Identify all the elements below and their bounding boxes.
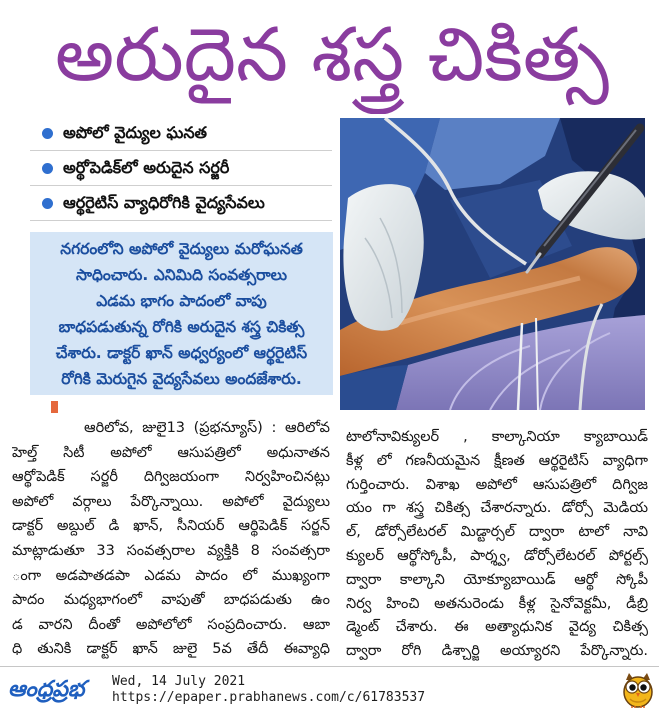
footer-divider — [0, 666, 659, 667]
owl-pupil-left — [629, 684, 635, 690]
highlight-text: ఆర్థరైటిస్ వ్యాధిరోగికి వైద్యసేవలు — [63, 193, 265, 212]
article-column-right — [346, 426, 648, 664]
article-line: అపోలో వర్గాలు పేర్కొన్నాయి. అపోలో వైద్యులు — [12, 493, 330, 510]
summary-line: నగరంలోని అపోలో వైద్యులు మరోఘనత — [60, 240, 303, 258]
highlight-item — [30, 186, 332, 221]
article-line: డ వారని దీంతో అపోలోలో సంప్రదించారు. ఆబా — [12, 616, 330, 633]
summary-line: చేశారు. డాక్టర్ ఖాన్ అధ్వర్యంలో ఆర్థరైటిస్ — [55, 344, 308, 362]
highlight-text: అర్థోపెడిక్‌లో అరుదైన సర్జరీ — [63, 158, 230, 177]
article-line: ఆర్థోపెడిక్ సర్జరీ దిగ్విజయంగా నిర్వహించినట్లు — [12, 469, 330, 486]
article-line: టాలోనావిక్యులర్ , కాల్కానియా క్యాబాయిడ్ — [346, 429, 648, 445]
article-line: మాట్లాడుతూ 33 సంవత్సరాల వ్యక్తికి 8 సంవత్సరా — [12, 542, 330, 559]
highlight-item — [30, 116, 332, 151]
article-line: ద్వారా రోగి డిశ్చార్జి అయ్యారని పేర్కొన్నారు. — [346, 643, 648, 660]
summary-box — [30, 232, 333, 395]
article-line: ఆరిలోవ, జులై13 (ప్రభన్యూస్) : ఆరిలోవ — [84, 420, 330, 436]
summary-line: ఎడమ భాగం పాదంలో వాపు — [96, 292, 267, 310]
article-line: ల్, డోర్సోలేటరల్ మిడ్టార్సల్ ద్వారా టాలో నావి — [346, 524, 648, 541]
edition-date: Wed, 14 July 2021 — [112, 674, 246, 689]
owl-icon — [620, 671, 656, 709]
article-line: పాదం మధ్యభాగంలో వాపుతో బాధపడుతు ఉం — [12, 592, 330, 609]
article-line: ధి తునికి డాక్టర్ ఖాన్ జులై 5వ తేదీ ఈవ్యాధి — [12, 641, 330, 658]
article-line: డ్మెంట్ చేశారు. ఈ అత్యాధునిక వైద్య చికిత్స — [346, 619, 648, 636]
article-line: క్యులర్ ఆర్థోస్కోపీ, పార్శ్వ, డోర్సోలేటరల్ పోర్టల్స్ — [346, 547, 648, 564]
article-column-left — [12, 416, 330, 662]
article-line: గుర్తించారు. విశాఖ అపోలో ఆసుపత్రిలో దిగ్విజ — [346, 476, 648, 493]
article-line: ద్వారా కాల్కాని యోక్యూబాయిడ్ ఆర్థో స్కోపీ — [346, 571, 648, 588]
bullet-dot-icon — [42, 128, 53, 139]
surgery-photo — [340, 118, 645, 410]
section-marker — [51, 401, 58, 413]
highlight-item — [30, 151, 332, 186]
article-line: డాక్టర్ అబ్దుల్ డి ఖాన్, సీనియర్ ఆర్థిపెడిక్ సర్జన్ — [12, 518, 330, 535]
article-line: నిర్వ హించి అతనురెండు కీళ్ల సైనోవెక్టమీ, డీబ్రి — [346, 595, 648, 612]
summary-line: బాధపడుతున్న రోగికి అరుదైన శస్త్ర చికిత్స — [58, 318, 305, 336]
article-line: కీళ్ల లో గణనీయమైన క్షీణత ఆర్థరైటిస్ వ్యాధిగా — [346, 452, 648, 469]
bullet-dot-icon — [42, 198, 53, 209]
highlights-list — [30, 116, 332, 224]
epaper-url-link[interactable]: https://epaper.prabhanews.com/c/61783537 — [112, 690, 426, 705]
summary-line: రోగికి మెరుగైన వైద్యసేవలు అందజేశారు. — [61, 370, 302, 388]
headline: అరుదైన శస్త్ర చికిత్స — [55, 12, 609, 98]
owl-pupil-right — [640, 684, 646, 690]
bullet-dot-icon — [42, 163, 53, 174]
andhra-prabha-logo: ఆంధ్రప్రభ — [8, 677, 85, 702]
article-line: యం గా శస్త్ర చికిత్స చేశారన్నారు. డోర్సో మెడియ — [346, 500, 648, 517]
article-line: ంగా అడపాతడపా ఎడమ పాదం లో ముఖ్యంగా — [12, 567, 330, 584]
article-line: హెల్త్ సిటీ అపోలో ఆసుపత్రిలో అధునాతన — [12, 444, 330, 461]
highlight-text: అపోలో వైద్యుల ఘనత — [63, 123, 208, 142]
summary-line: సాధించారు. ఎనిమిది సంవత్సరాలు — [75, 266, 288, 284]
